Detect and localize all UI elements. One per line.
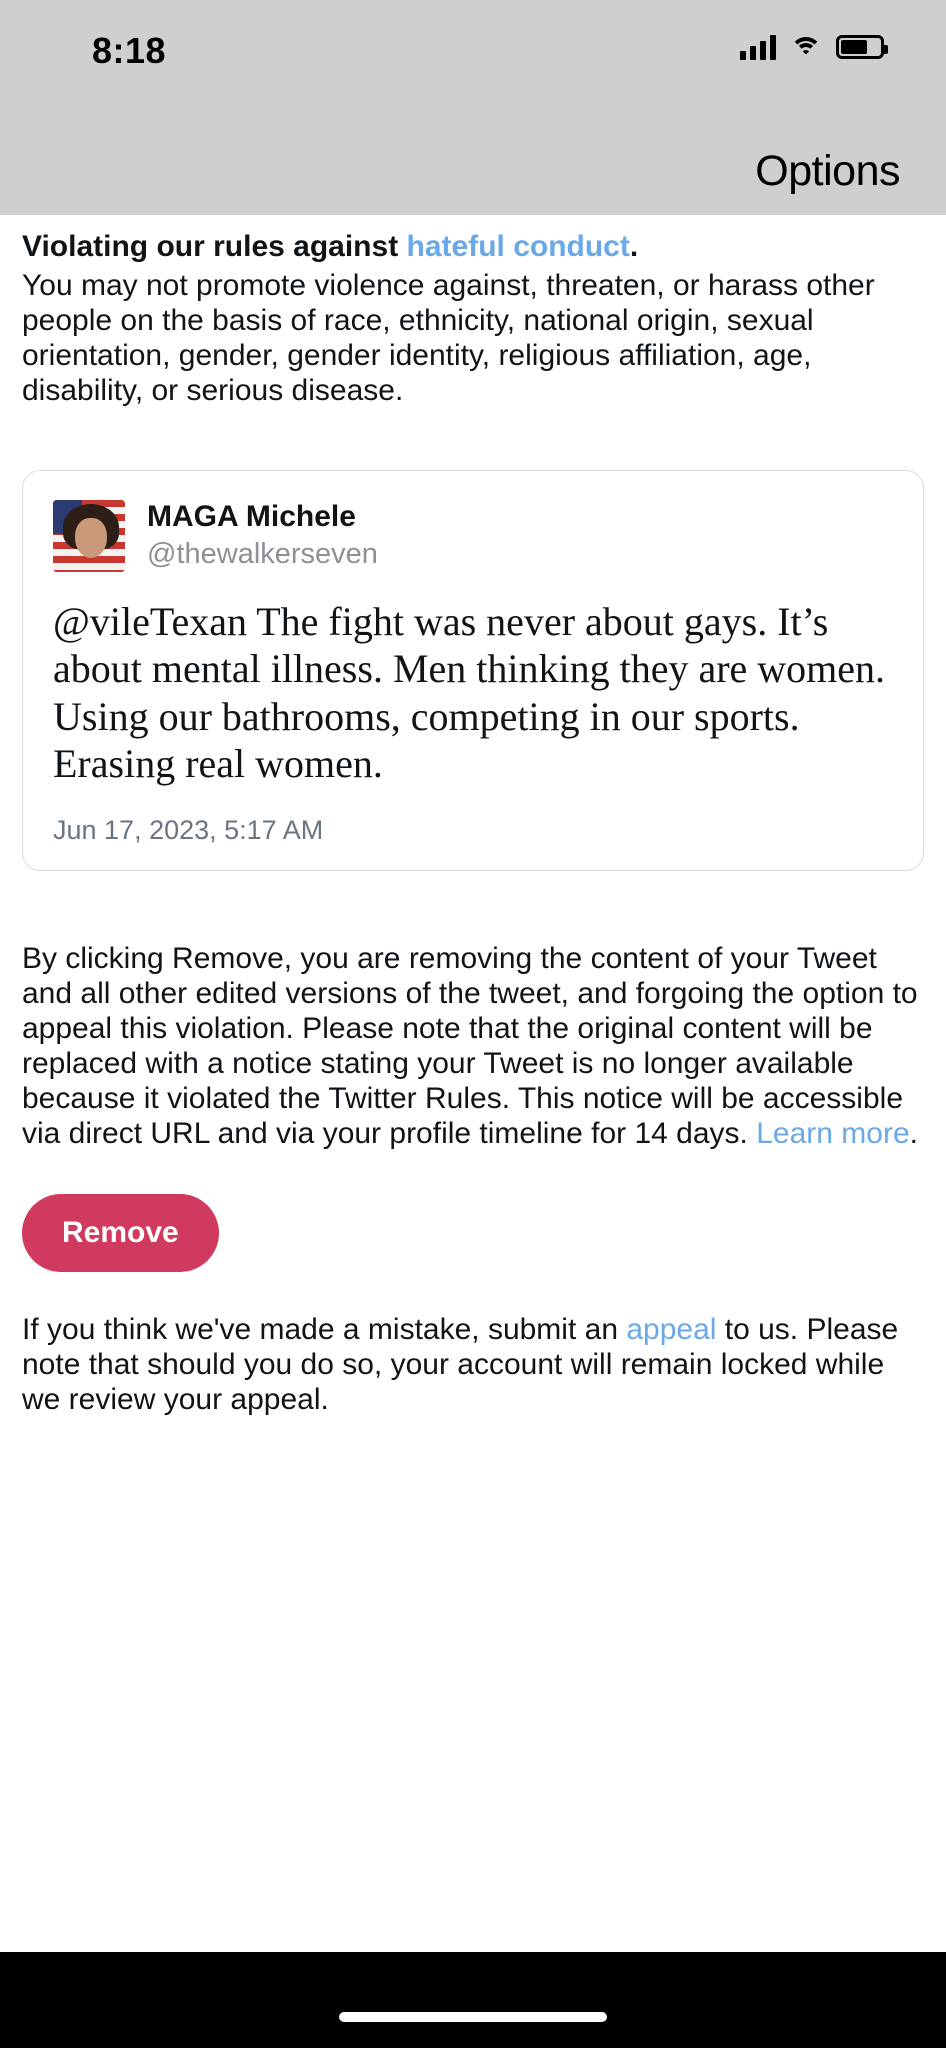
tweet-timestamp: Jun 17, 2023, 5:17 AM [53,815,324,846]
nav-bar [0,147,946,215]
violation-heading-prefix: Violating our rules against [22,230,407,263]
status-time: 8:18 [92,30,167,71]
violation-heading-suffix: . [629,230,639,263]
disclaimer-suffix: . [909,1117,918,1151]
remove-button[interactable]: Remove [22,1194,219,1272]
tweet-header [53,499,893,572]
violation-body: You may not promote violence against, threaten, or harass other people on the basis of race, ethnicity, national origin, sexual orientation, gender, gender identity, religious affiliation, age, disability, or serious disease. [22,269,875,408]
appeal-section [22,1312,924,1417]
status-indicators [740,34,884,60]
wifi-icon [790,35,822,59]
hateful-conduct-link[interactable]: hateful conduct [406,230,630,263]
home-indicator-area [0,1952,946,2048]
page-title: Options [755,147,900,195]
appeal-prefix: If you think we've made a mistake, submit an [22,1312,627,1346]
disclaimer-text: By clicking Remove, you are removing the content of your Tweet and all other edited versions of the tweet, and forgoing the option to appeal this violation. Please note that the original content will be replaced with a notice stating your Tweet is no longer available because it violated the Twitter Rules. This notice will be accessible via direct URL and via your profile timeline for 14 days. [22,942,918,1151]
tweet-author [147,499,378,572]
avatar [53,500,125,572]
tweet-handle: @thewalkerseven [147,538,378,571]
remove-disclaimer [22,941,924,1152]
appeal-suffix: to us. Please note that should you do so, your account will remain locked while we review your appeal. [22,1312,899,1416]
status-bar [0,0,946,155]
violation-section [22,215,924,408]
main-content [0,215,946,1417]
cellular-signal-icon [740,34,776,60]
tweet-card[interactable] [22,470,924,871]
appeal-link[interactable]: appeal [626,1312,717,1346]
learn-more-link[interactable]: Learn more [756,1117,910,1151]
battery-icon [836,35,884,59]
home-indicator[interactable] [339,2012,607,2022]
violation-heading [22,229,924,264]
tweet-display-name: MAGA Michele [147,500,356,534]
tweet-text: @vileTexan The fight was never about gays. It’s about mental illness. Men thinking they are women. Using our bathrooms, competing in our sports. Erasing real women. [53,599,886,786]
